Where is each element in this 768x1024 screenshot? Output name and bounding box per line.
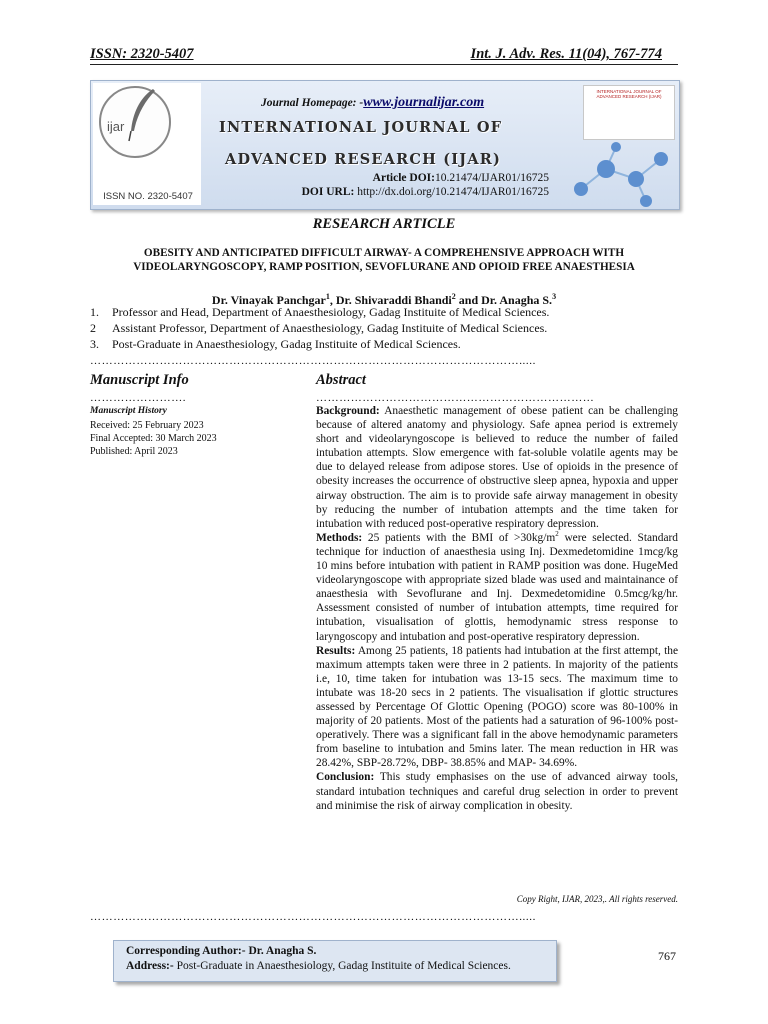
abstract-heading-dots: ……………………………………………………………… xyxy=(316,392,595,404)
author-sup: 1 xyxy=(325,292,330,301)
title-line2: VIDEOLARYNGOSCOPY, RAMP POSITION, SEVOFLURANE AND OPIOID FREE ANAESTHESIA xyxy=(133,261,635,273)
methods-superscript: 2 xyxy=(555,530,559,539)
homepage-label: Journal Homepage: - xyxy=(261,97,364,109)
abstract-background xyxy=(316,404,678,531)
manuscript-heading-dots: ……………………. xyxy=(90,392,187,404)
background-text: Anaesthetic management of obese patient can be challenging because of altered anatomy and physiology. Safe apnea period is extremely short and videolaryngoscope is believed to reduce the number of failed intubation attempts. Slow emergence with fat-soluble volatile agents may be due to delayed release from adipose stores. Use of opioids in the presence of obesity increases the occurrence of obstructive sleep apnea, hypoxia and upper airway obstruction. The aim is to provide safe airway management in obesity by reducing the number of intubation attempts and the time taken for intubation with reduced post-operative respiratory depression. xyxy=(316,405,678,530)
affiliation-number: 2 xyxy=(90,321,96,335)
corresponding-author-label: Corresponding Author:- Dr. Anagha S. xyxy=(126,945,317,957)
doi-value: 10.21474/IJAR01/16725 xyxy=(434,172,549,184)
methods-label: Methods: xyxy=(316,531,363,544)
journal-logo xyxy=(93,83,201,205)
journal-homepage xyxy=(261,95,484,111)
conclusion-text: This study emphasises on the use of advanced airway tools, standard intubation techniques and careful drug selection in order to prevent and minimise the risk of airway complication in obesity. xyxy=(316,771,678,812)
header-rule xyxy=(90,64,678,65)
abstract-body xyxy=(316,404,678,813)
header-issn: ISSN: 2320-5407 xyxy=(90,46,194,62)
homepage-link[interactable]: www.journalijar.com xyxy=(363,95,485,110)
title-line1: OBESITY AND ANTICIPATED DIFFICULT AIRWAY- A COMPREHENSIVE APPROACH WITH xyxy=(143,247,625,259)
address-text: Post-Graduate in Anaesthesiology, Gadag Instituite of Medical Sciences. xyxy=(173,960,511,972)
logo-text: ijar xyxy=(107,119,125,134)
dotted-divider: …………………………………………………………………………………………………..... xyxy=(90,355,536,367)
affiliation-text: Post-Graduate in Anaesthesiology, Gadag Instituite of Medical Sciences. xyxy=(112,337,461,351)
cover-title: INTERNATIONAL JOURNAL OF ADVANCED RESEARCH (IJAR) xyxy=(596,89,662,99)
results-label: Results: xyxy=(316,644,356,657)
manuscript-info-heading: Manuscript Info xyxy=(90,372,189,388)
corresponding-author-box xyxy=(113,940,557,982)
results-text: Among 25 patients, 18 patients had intubation at the first attempt, the maximum attempts taken were three in 2 patients. In majority of the patients i.e, 10, time taken for intubation was 13-15 secs. The maximum time to intubate was 18-20 secs in 2 patients. The visualisation if glottic structures assessed by Percentage Of Glottic Opening (POGO) score was 80-100% in majority of 20 patients. Most of the patients had a saturation of 96-100% post-operatively. There was a significant fall in the above hemodynamic parameters from baseline to intubation and 5mins later. The mean reduction in HR was 28.42%, SBP-28.72%, DBP- 38.85% and MAP- 34.69%. xyxy=(316,644,678,770)
article-type: RESEARCH ARTICLE xyxy=(312,216,456,232)
background-label: Background: xyxy=(316,405,380,417)
conclusion-label: Conclusion: xyxy=(316,771,375,784)
methods-text: 25 patients with the BMI of >30kg/m xyxy=(362,531,556,544)
doi-url-label: DOI URL: xyxy=(301,186,355,198)
affiliation-item xyxy=(90,305,549,320)
accepted-date: Final Accepted: 30 March 2023 xyxy=(90,433,217,444)
author-name: Dr. Shivaraddi Bhandi xyxy=(335,293,452,307)
header-citation: Int. J. Adv. Res. 11(04), 767-774 xyxy=(470,46,662,62)
affiliation-text: Professor and Head, Department of Anaesthesiology, Gadag Instituite of Medical Sciences. xyxy=(112,305,550,319)
author-sup: 2 xyxy=(451,292,456,301)
abstract-results xyxy=(316,644,678,771)
journal-title-line1: INTERNATIONAL JOURNAL OF xyxy=(219,119,503,136)
manuscript-history-title: Manuscript History xyxy=(90,406,167,416)
author-sep: , xyxy=(329,293,336,307)
author-name: Dr. Anagha S. xyxy=(481,293,553,307)
received-date: Received: 25 February 2023 xyxy=(90,420,204,431)
journal-cover-thumbnail xyxy=(583,85,675,140)
page-number: 767 xyxy=(658,949,676,963)
affiliation-text: Assistant Professor, Department of Anaesthesiology, Gadag Instituite of Medical Sciences. xyxy=(112,321,548,335)
journal-title-line2: ADVANCED RESEARCH (IJAR) xyxy=(225,151,502,168)
author-sep: and xyxy=(455,293,482,307)
journal-banner xyxy=(90,80,680,210)
affiliation-item xyxy=(90,321,547,336)
methods-text-cont: were selected. Standard technique for induction of anaesthesia using Inj. Dexmedetomidine 1mcg/kg 10 mins before intubation with patient in RAMP position was done. HugeMed videolaryngoscope with appropriate sized blade was used and maintainance of anaesthesia with Sevoflurane and Inj. Dexmedetomidine 0.5mcg/kg/hr. Assessment consisted of number of intubation attempts, time required for intubation, visualisation of glottis, hemodynamic stress response to laryngoscopy and intubation and post-operative respiratory depression. xyxy=(316,531,678,643)
molecule-image xyxy=(561,139,679,209)
doi-label: Article DOI: xyxy=(372,172,435,184)
author-name: Dr. Vinayak Panchgar xyxy=(211,293,326,307)
abstract-methods xyxy=(316,531,678,644)
affiliation-item xyxy=(90,337,461,352)
abstract-conclusion xyxy=(316,770,678,812)
author-sup: 3 xyxy=(552,292,557,301)
dotted-divider-bottom: …………………………………………………………………………………………………..... xyxy=(90,911,536,923)
abstract-heading: Abstract xyxy=(316,372,366,388)
doi-block xyxy=(269,171,549,199)
copyright-notice: Copy Right, IJAR, 2023,. All rights reserved. xyxy=(516,894,678,904)
quill-icon xyxy=(127,87,157,143)
affiliation-number: 3. xyxy=(90,337,99,351)
article-title xyxy=(100,246,668,274)
logo-issn: ISSN NO. 2320-5407 xyxy=(103,191,193,202)
affiliation-number: 1. xyxy=(90,305,99,319)
published-date: Published: April 2023 xyxy=(90,446,178,457)
doi-url-link[interactable]: http://dx.doi.org/10.21474/IJAR01/16725 xyxy=(357,186,549,198)
address-label: Address:- xyxy=(126,960,174,972)
